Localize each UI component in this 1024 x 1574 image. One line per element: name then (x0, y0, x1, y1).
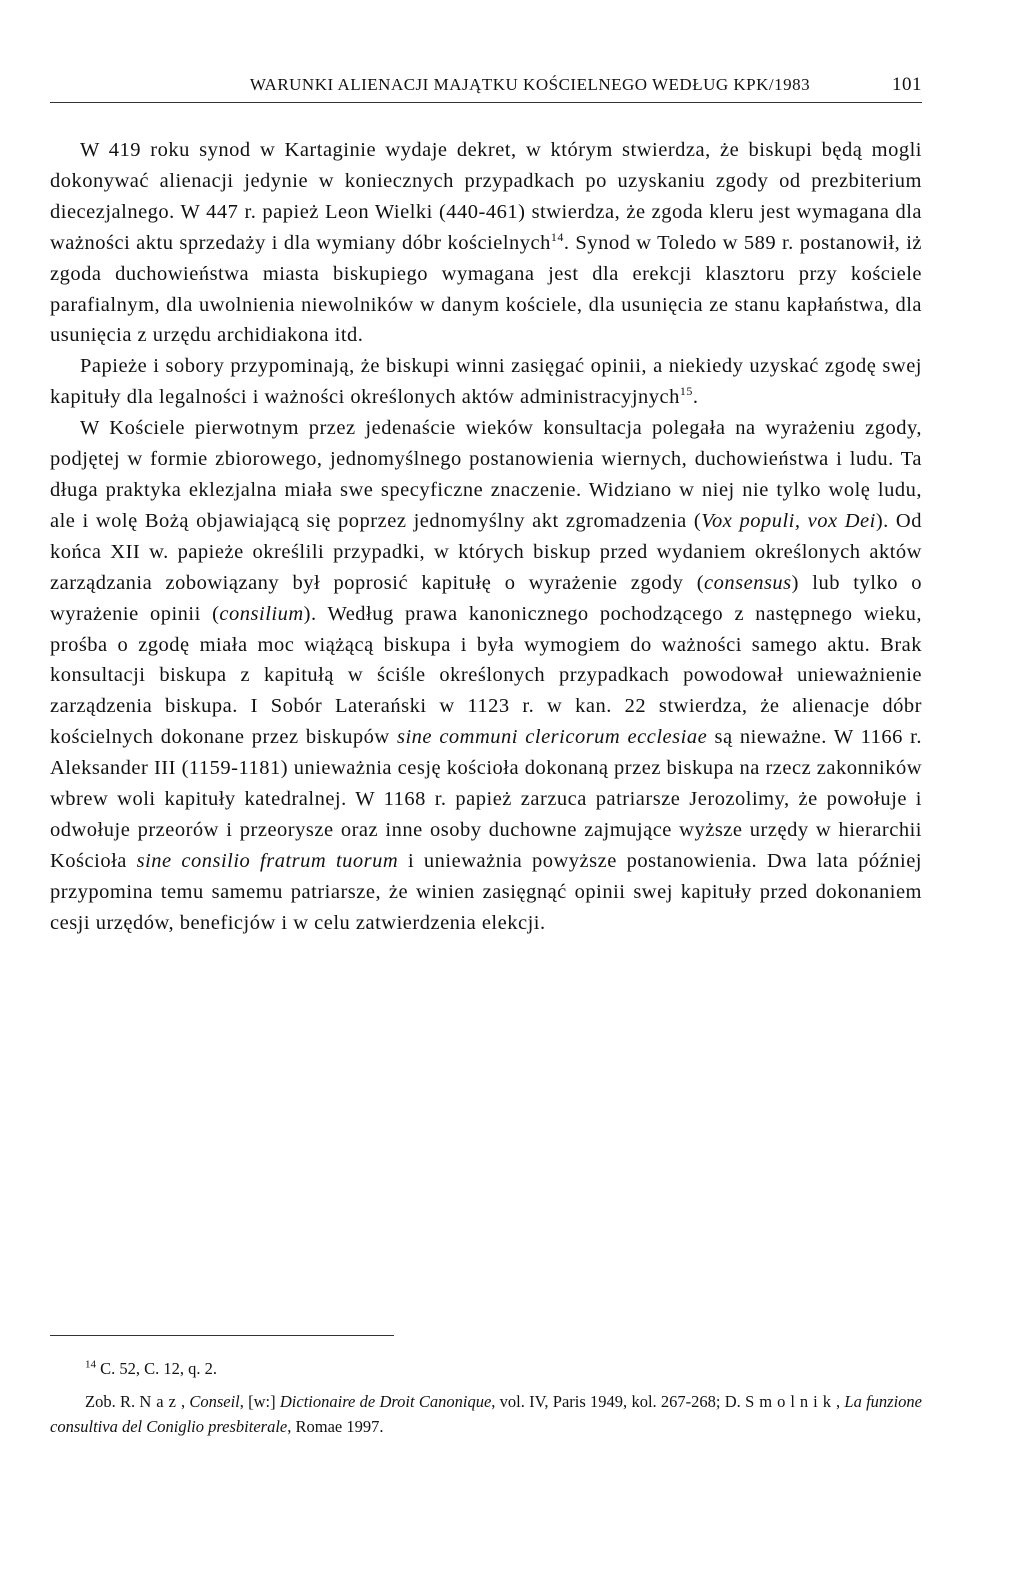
footnote-15-italic-1: Conseil (189, 1392, 240, 1411)
footnote-15-italic-2: Dictionaire de Droit Canonique (279, 1392, 492, 1411)
paragraph-3-italic-3: consilium (219, 602, 304, 625)
paragraph-3-text-c: ) lub tylko o wyrażenie opinii ( (50, 571, 922, 625)
header-rule (50, 102, 922, 103)
running-head (50, 74, 922, 96)
footnote-15-text-d: , vol. IV, Paris 1949, kol. 267-268; D. (491, 1392, 746, 1411)
paragraph-2 (50, 351, 922, 413)
paragraph-1-text-b: . Synod w Toledo w 589 r. postanowił, iż zgoda duchowieństwa miasta biskupiego wymagana jest dla erekcji klasztoru przy kościele parafialnym, dla uwolnienia niewolników w danym kościele, dla usunięcia ze stanu kapłaństwa, dla usunięcia z urzędu archidiakona itd. (50, 231, 922, 347)
footnote-rule (50, 1335, 394, 1336)
page-number: 101 (892, 74, 922, 95)
paragraph-3-text-d: ). Według prawa kanonicznego pochodzącego z następnego wieku, prośba o zgodę miała moc wiążącą biskupa i była wymogiem do ważności samego aktu. Brak konsultacji biskupa z kapitułą w ściśle określonych przypadkach powodował unieważnienie zarządzenia biskupa. I Sobór Laterański w 1123 r. w kan. 22 stwierdza, że alienacje dóbr kościelnych dokonane przez biskupów (50, 602, 923, 749)
body-text (50, 135, 922, 939)
footnote-15-author-2: Smolnik (745, 1392, 836, 1411)
footnote-14-text: C. 52, C. 12, q. 2. (96, 1359, 218, 1378)
footnote-15 (50, 1389, 922, 1439)
paragraph-3-text-b: ). Od końca XII w. papieże określili przypadki, w których biskup przed wydaniem określonych aktów zarządzania zobowiązany był poprosić kapitułę o wyrażenie zgody ( (50, 509, 922, 594)
footnote-15-author-1: Naz (139, 1392, 181, 1411)
footnote-15-text-a: Zob. R. (85, 1392, 140, 1411)
paragraph-3-italic-4: sine communi clericorum ecclesiae (396, 726, 708, 749)
paragraph-1-text-a: W 419 roku synod w Kartaginie wydaje dekret, w którym stwierdza, że biskupi będą mogli dokonywać alienacji jedynie w koniecznych przypadkach po uzyskaniu zgody od prezbiterium diecezjalnego. W 447 r. papież Leon Wielki (440-461) stwierdza, że zgoda kleru jest wymagana dla ważności aktu sprzedaży i dla wymiany dóbr kościelnych (50, 139, 922, 254)
footnote-15-text-b: , (180, 1392, 190, 1411)
paragraph-2-text-a: Papieże i sobory przypominają, że biskupi winni zasięgać opinii, a niekiedy uzyskać zgodę swej kapituły dla legalności i ważności określonych aktów administracyjnych (50, 355, 922, 409)
footnote-15-italic-3: La funzione consultiva del Coniglio presbiterale (50, 1392, 922, 1436)
paragraph-3-italic-1: Vox populi, vox Dei (701, 509, 876, 532)
paragraph-2-text-b: . (692, 386, 699, 409)
paragraph-3-italic-5: sine consilio fratrum tuorum (136, 849, 399, 872)
footnote-14-mark: 14 (85, 1358, 96, 1371)
footnote-15-text-e: , (836, 1392, 845, 1411)
paragraph-1 (50, 135, 922, 351)
footnote-15-text-c: , [w:] (239, 1392, 280, 1411)
paragraph-3-italic-2: consensus (704, 571, 792, 594)
paragraph-3-text-a: W Kościele pierwotnym przez jedenaście wieków konsultacja polegała na wyrażeniu zgody, podjętej w formie zbiorowego, jednomyślnego postanowienia wiernych, duchowieństwa i ludu. Ta długa praktyka eklezjalna miała swe specyficzne znaczenie. Widziano w niej nie tylko wolę ludu, ale i wolę Bożą objawiającą się poprzez jednomyślny akt zgromadzenia ( (50, 417, 922, 532)
footnote-ref-15[interactable]: 15 (679, 384, 693, 399)
footnote-14 (50, 1356, 922, 1381)
footnotes (50, 1356, 922, 1439)
paragraph-3-text-e: są nieważne. W 1166 r. Aleksander III (1159-1181) unieważnia cesję kościoła dokonaną przez biskupa na rzecz zakonników wbrew woli kapituły katedralnej. W 1168 r. papież zarzuca patriarsze Jerozolimy, że powołuje i odwołuje przeorów i przeorysze oraz inne osoby duchowne zajmujące wyższe urzędy w hierarchii Kościoła (50, 726, 923, 872)
footnote-15-text-f: , Romae 1997. (287, 1417, 384, 1436)
paragraph-3 (50, 413, 922, 938)
running-title: WARUNKI ALIENACJI MAJĄTKU KOŚCIELNEGO WEDŁUG KPK/1983 (249, 75, 811, 94)
footnote-ref-14[interactable]: 14 (550, 229, 564, 244)
paragraph-3-text-f: i unieważnia powyższe postanowienia. Dwa lata później przypomina temu samemu patriarsze, że winien zasięgnąć opinii swej kapituły przed dokonaniem cesji urzędów, beneficjów i w celu zatwierdzenia elekcji. (50, 849, 922, 934)
